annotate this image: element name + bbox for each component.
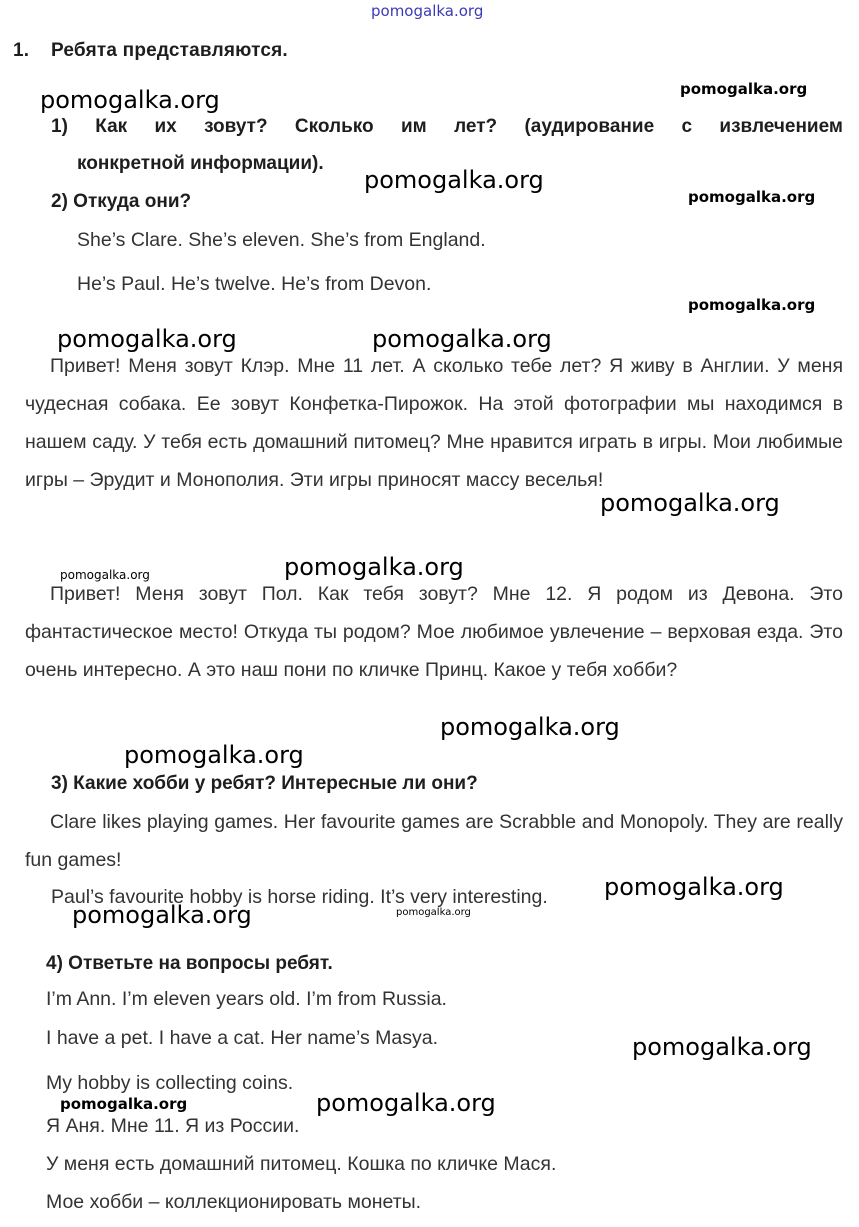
answer-paul: He’s Paul. He’s twelve. He’s from Devon. [77,273,432,295]
watermark: pomogalka.org [440,713,620,741]
watermark: pomogalka.org [40,86,220,114]
watermark: pomogalka.org [72,901,252,929]
watermark: pomogalka.org [364,166,544,194]
question-4-line: I’m Ann. I’m eleven years old. I’m from Russia. [46,988,447,1010]
question-1-line-2: конкретной информации). [77,153,324,174]
watermark: pomogalka.org [632,1033,812,1061]
question-3-clare-answer: Clare likes playing games. Her favourite games are Scrabble and Monopoly. They are really fun games! [25,811,843,871]
watermark: pomogalka.org [316,1089,496,1117]
question-3-paul-answer: Paul’s favourite hobby is horse riding. It’s very interesting. [51,886,548,908]
watermark: pomogalka.org [60,568,150,582]
paul-translation: Привет! Меня зовут Пол. Как тебя зовут? Мне 12. Я родом из Девона. Это фантастическое место! Откуда ты родом? Мое любимое увлечение – верховая езда. Это очень интересно. А это наш пони по кличке Принц. Какое у тебя хобби? [25,583,843,681]
question-4-line: У меня есть домашний питомец. Кошка по кличке Мася. [46,1153,557,1175]
clare-translation: Привет! Меня зовут Клэр. Мне 11 лет. А сколько тебе лет? Я живу в Англии. У меня чудесная собака. Ее зовут Конфетка-Пирожок. На этой фотографии мы находимся в нашем саду. У тебя есть домашний питомец? Мне нравится играть в игры. Мои любимые игры – Эрудит и Монополия. Эти игры приносят массу веселья! [25,355,843,491]
watermark: pomogalka.org [60,1095,188,1113]
question-4-line: Я Аня. Мне 11. Я из России. [46,1115,300,1137]
question-2: 2) Откуда они? [51,191,192,212]
watermark: pomogalka.org [680,80,808,98]
watermark: pomogalka.org [688,296,816,314]
watermark: pomogalka.org [372,325,552,353]
question-3: 3) Какие хобби у ребят? Интересные ли они? [51,773,478,794]
watermark: pomogalka.org [600,489,780,517]
watermark: pomogalka.org [604,873,784,901]
watermark-top: pomogalka.org [371,2,484,20]
answer-clare: She’s Clare. She’s eleven. She’s from England. [77,229,486,251]
watermark: pomogalka.org [688,188,816,206]
watermark: pomogalka.org [284,553,464,581]
watermark: pomogalka.org [124,741,304,769]
question-4-line: I have a pet. I have a cat. Her name’s Masya. [46,1027,439,1049]
watermark: pomogalka.org [396,907,471,918]
question-1-line-1: 1) Как их зовут? Сколько им лет? (аудирование с извлечением [51,116,843,137]
question-4: 4) Ответьте на вопросы ребят. [46,953,333,974]
question-4-line: Мое хобби – коллекционировать монеты. [46,1191,422,1213]
exercise-title: Ребята представляются. [51,40,288,61]
exercise-number: 1. [13,40,30,61]
watermark: pomogalka.org [57,325,237,353]
question-4-line: My hobby is collecting coins. [46,1072,294,1094]
